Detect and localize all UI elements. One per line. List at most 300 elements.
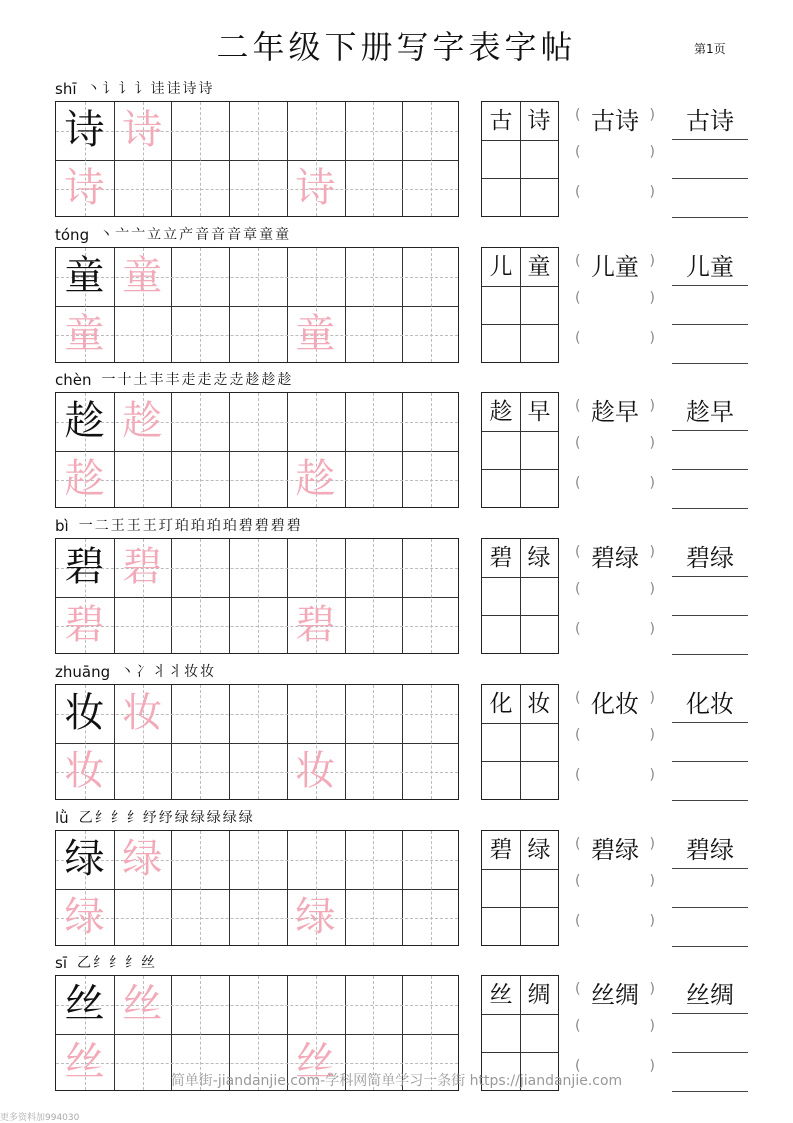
guide-line bbox=[200, 831, 201, 945]
answer-parentheses[interactable] bbox=[575, 544, 655, 564]
word-box bbox=[481, 538, 559, 654]
stroke-order-step: 亠 bbox=[115, 226, 130, 243]
footer-note: 更多资料加994030 bbox=[0, 1113, 80, 1123]
grid-line bbox=[482, 761, 558, 762]
stroke-order-step: 讠 bbox=[102, 81, 117, 97]
answer-parentheses[interactable] bbox=[575, 330, 655, 350]
stroke-order-step: 十 bbox=[117, 372, 132, 389]
stroke-order-step: 音 bbox=[211, 226, 226, 243]
practice-grid bbox=[55, 101, 459, 217]
stroke-order-step: 讠 bbox=[118, 81, 133, 97]
parenthesis-column bbox=[575, 830, 655, 946]
grid-line bbox=[229, 393, 230, 507]
answer-parentheses[interactable] bbox=[575, 913, 655, 933]
grid-line bbox=[482, 324, 558, 325]
writing-lines bbox=[672, 684, 748, 800]
trace-character: 绿 bbox=[122, 835, 163, 882]
answer-parentheses[interactable] bbox=[575, 398, 655, 418]
stroke-order-step: 丰 bbox=[165, 372, 180, 389]
trace-character: 趁 bbox=[122, 398, 163, 445]
parenthesis-column bbox=[575, 247, 655, 363]
open-paren: ( bbox=[575, 252, 581, 269]
grid-line bbox=[482, 140, 558, 141]
stroke-order-step: 赱 bbox=[213, 372, 228, 389]
stroke-order-step: 绿 bbox=[222, 809, 237, 826]
example-word: 古诗 bbox=[686, 107, 734, 135]
word-box bbox=[481, 101, 559, 217]
answer-parentheses[interactable] bbox=[575, 727, 655, 747]
grid-line bbox=[482, 286, 558, 287]
example-word: 儿童 bbox=[591, 252, 639, 281]
open-paren: ( bbox=[575, 544, 581, 561]
grid-line bbox=[345, 539, 346, 653]
stroke-order-step: 王 bbox=[142, 518, 157, 535]
close-paren: ) bbox=[649, 981, 655, 998]
grid-line bbox=[171, 831, 172, 945]
example-word: 碧绿 bbox=[591, 835, 639, 864]
writing-lines bbox=[672, 392, 748, 508]
trace-character: 丝 bbox=[64, 1039, 105, 1086]
answer-parentheses[interactable] bbox=[575, 981, 655, 1001]
model-character: 丝 bbox=[64, 981, 105, 1028]
trace-character: 诗 bbox=[64, 165, 105, 211]
stroke-order-step: 纟 bbox=[108, 955, 123, 972]
stroke-order-step: 走 bbox=[181, 372, 196, 389]
grid-line bbox=[402, 685, 403, 799]
guide-line bbox=[373, 393, 374, 507]
word-box bbox=[481, 684, 559, 800]
stroke-order-step: 土 bbox=[133, 372, 148, 389]
stroke-order-step: 产 bbox=[179, 226, 194, 243]
close-paren: ) bbox=[649, 144, 655, 160]
writing-line[interactable] bbox=[672, 178, 748, 179]
grid-line bbox=[402, 539, 403, 653]
guide-line bbox=[431, 685, 432, 799]
model-character: 趁 bbox=[64, 398, 105, 445]
watermark-text: 简单街-jiandanjie.com-学科网简单学习一条街 https://jiandanjie.com bbox=[170, 1073, 623, 1089]
word-character: 碧 bbox=[489, 545, 513, 572]
example-word: 化妆 bbox=[686, 689, 734, 718]
example-word: 趁早 bbox=[686, 398, 734, 427]
stroke-order-step: 诖 bbox=[166, 81, 181, 97]
grid-line bbox=[171, 393, 172, 507]
writing-line[interactable] bbox=[672, 324, 748, 325]
open-paren: ( bbox=[575, 689, 581, 706]
open-paren: ( bbox=[575, 1018, 581, 1035]
open-paren: ( bbox=[575, 581, 581, 598]
trace-character: 趁 bbox=[64, 456, 105, 503]
close-paren: ) bbox=[649, 766, 655, 783]
writing-line[interactable] bbox=[672, 469, 748, 470]
stroke-order-step: 纾 bbox=[158, 809, 173, 826]
writing-line[interactable] bbox=[672, 1091, 748, 1092]
answer-parentheses[interactable] bbox=[575, 767, 655, 787]
guide-line bbox=[258, 831, 259, 945]
answer-parentheses[interactable] bbox=[575, 475, 655, 495]
close-paren: ) bbox=[649, 726, 655, 743]
pinyin-label: tóng bbox=[55, 225, 90, 244]
answer-parentheses[interactable] bbox=[575, 107, 655, 127]
guide-line bbox=[431, 248, 432, 362]
word-box bbox=[481, 392, 559, 508]
grid-line bbox=[402, 102, 403, 216]
stroke-order-step: 诗 bbox=[182, 81, 197, 97]
writing-line[interactable] bbox=[672, 946, 748, 947]
example-word: 碧绿 bbox=[591, 544, 639, 573]
trace-character: 丝 bbox=[295, 1039, 336, 1086]
stroke-order-step: 音 bbox=[195, 226, 210, 243]
character-section bbox=[0, 515, 793, 661]
model-character: 童 bbox=[64, 252, 105, 299]
writing-line[interactable] bbox=[672, 217, 748, 218]
close-paren: ) bbox=[649, 544, 655, 561]
open-paren: ( bbox=[575, 329, 581, 346]
stroke-order-step: 立 bbox=[163, 226, 178, 243]
example-word: 趁早 bbox=[591, 398, 639, 427]
page-number: 第1页 bbox=[694, 42, 726, 56]
guide-line bbox=[56, 918, 458, 919]
stroke-order-step: 绿 bbox=[174, 809, 189, 826]
close-paren: ) bbox=[649, 289, 655, 306]
stroke-order-step: 章 bbox=[243, 226, 258, 243]
writing-line[interactable] bbox=[672, 430, 748, 431]
stroke-order-step: 音 bbox=[227, 226, 242, 243]
close-paren: ) bbox=[649, 252, 655, 269]
model-character: 碧 bbox=[64, 544, 105, 591]
stroke-order-step: 趁 bbox=[261, 372, 276, 389]
writing-line[interactable] bbox=[672, 907, 748, 908]
parenthesis-column bbox=[575, 101, 655, 217]
grid-line bbox=[482, 178, 558, 179]
trace-character: 趁 bbox=[295, 456, 336, 503]
writing-lines bbox=[672, 247, 748, 363]
stroke-order-step: 赱 bbox=[229, 372, 244, 389]
stroke-order-step: 纾 bbox=[142, 809, 157, 826]
stroke-order-step: 纟 bbox=[124, 955, 139, 972]
grid-line bbox=[229, 102, 230, 216]
grid-line bbox=[402, 831, 403, 945]
character-section bbox=[0, 661, 793, 807]
stroke-order-step: 亠 bbox=[131, 226, 146, 243]
stroke-order-step: 绿 bbox=[238, 809, 253, 826]
word-character: 童 bbox=[527, 253, 551, 280]
pinyin-label: sī bbox=[55, 954, 67, 973]
trace-character: 诗 bbox=[122, 107, 163, 153]
stroke-order-step: 诖 bbox=[150, 81, 165, 97]
practice-grid bbox=[55, 684, 459, 800]
stroke-order-step: 乙 bbox=[76, 955, 91, 972]
stroke-order-step: 王 bbox=[126, 518, 141, 535]
grid-line bbox=[482, 1052, 558, 1053]
parenthesis-column bbox=[575, 538, 655, 654]
word-character: 绸 bbox=[527, 982, 551, 1009]
stroke-order-step: 丶 bbox=[120, 663, 135, 680]
close-paren: ) bbox=[649, 107, 655, 123]
stroke-order-step: 妆 bbox=[200, 663, 215, 680]
stroke-order-step: 玎 bbox=[158, 518, 173, 535]
character-section bbox=[0, 807, 793, 953]
trace-character: 碧 bbox=[122, 544, 163, 591]
grid-line bbox=[56, 451, 458, 452]
trace-character: 妆 bbox=[295, 747, 336, 794]
stroke-order-step: 丶 bbox=[86, 81, 101, 97]
answer-parentheses[interactable] bbox=[575, 1018, 655, 1038]
trace-character: 童 bbox=[122, 252, 163, 299]
open-paren: ( bbox=[575, 1058, 581, 1075]
writing-line[interactable] bbox=[672, 1013, 748, 1014]
stroke-order-step: 珀 bbox=[174, 518, 189, 535]
writing-line[interactable] bbox=[672, 654, 748, 655]
pinyin-row bbox=[55, 952, 157, 972]
pinyin-row bbox=[55, 78, 215, 98]
grid-line bbox=[482, 615, 558, 616]
character-section bbox=[0, 78, 793, 224]
guide-line bbox=[56, 626, 458, 627]
word-character: 化 bbox=[489, 690, 513, 717]
practice-grid bbox=[55, 538, 459, 654]
word-character: 儿 bbox=[489, 253, 513, 280]
word-box bbox=[481, 247, 559, 363]
stroke-order-step: 立 bbox=[147, 226, 162, 243]
trace-character: 诗 bbox=[295, 165, 336, 211]
close-paren: ) bbox=[649, 475, 655, 492]
grid-line bbox=[229, 685, 230, 799]
model-character: 绿 bbox=[64, 835, 105, 882]
close-paren: ) bbox=[649, 329, 655, 346]
guide-line bbox=[373, 248, 374, 362]
word-character: 早 bbox=[527, 399, 551, 426]
stroke-order-step: 妆 bbox=[184, 663, 199, 680]
word-character: 绿 bbox=[527, 545, 551, 572]
guide-line bbox=[373, 102, 374, 216]
character-section bbox=[0, 369, 793, 515]
guide-line bbox=[56, 772, 458, 773]
answer-parentheses[interactable] bbox=[575, 253, 655, 273]
grid-line bbox=[345, 393, 346, 507]
example-word: 儿童 bbox=[686, 252, 734, 281]
close-paren: ) bbox=[649, 689, 655, 706]
stroke-order-step: 纟 bbox=[92, 955, 107, 972]
stroke-order-step: 乙 bbox=[78, 809, 93, 826]
trace-character: 碧 bbox=[295, 602, 336, 649]
grid-line bbox=[56, 160, 458, 161]
writing-lines bbox=[672, 538, 748, 654]
word-character: 古 bbox=[489, 108, 513, 134]
grid-line bbox=[345, 102, 346, 216]
stroke-order-step: 碧 bbox=[286, 518, 301, 535]
guide-line bbox=[56, 1063, 458, 1064]
guide-line bbox=[56, 189, 458, 190]
stroke-order-step: 诗 bbox=[198, 81, 213, 97]
open-paren: ( bbox=[575, 621, 581, 638]
example-word: 碧绿 bbox=[686, 544, 734, 573]
grid-line bbox=[482, 907, 558, 908]
answer-parentheses[interactable] bbox=[575, 621, 655, 641]
practice-grid bbox=[55, 247, 459, 363]
guide-line bbox=[373, 539, 374, 653]
pinyin-label: zhuāng bbox=[55, 662, 111, 681]
pinyin-label: chèn bbox=[55, 371, 92, 390]
model-character: 妆 bbox=[64, 689, 105, 736]
open-paren: ( bbox=[575, 398, 581, 415]
pinyin-row bbox=[55, 515, 303, 535]
grid-line bbox=[345, 831, 346, 945]
stroke-order-step: 珀 bbox=[222, 518, 237, 535]
stroke-order-step: 纟 bbox=[110, 809, 125, 826]
stroke-order-step: 趁 bbox=[245, 372, 260, 389]
grid-line bbox=[229, 539, 230, 653]
pinyin-label: bì bbox=[55, 517, 69, 536]
example-word: 丝绸 bbox=[591, 981, 639, 1010]
answer-parentheses[interactable] bbox=[575, 690, 655, 710]
stroke-order-step: 绿 bbox=[206, 809, 221, 826]
guide-line bbox=[258, 248, 259, 362]
guide-line bbox=[258, 102, 259, 216]
open-paren: ( bbox=[575, 184, 581, 200]
guide-line bbox=[258, 685, 259, 799]
close-paren: ) bbox=[649, 621, 655, 638]
stroke-order-step: 冫 bbox=[136, 663, 151, 680]
guide-line bbox=[258, 393, 259, 507]
guide-line bbox=[373, 831, 374, 945]
stroke-order-step: 碧 bbox=[254, 518, 269, 535]
answer-parentheses[interactable] bbox=[575, 873, 655, 893]
writing-line[interactable] bbox=[672, 722, 748, 723]
answer-parentheses[interactable] bbox=[575, 836, 655, 856]
writing-line[interactable] bbox=[672, 508, 748, 509]
word-character: 绿 bbox=[527, 836, 551, 863]
grid-line bbox=[482, 577, 558, 578]
close-paren: ) bbox=[649, 1018, 655, 1035]
writing-lines bbox=[672, 101, 748, 217]
grid-line bbox=[402, 248, 403, 362]
pinyin-label: lǜ bbox=[55, 808, 69, 827]
grid-line bbox=[229, 248, 230, 362]
character-section bbox=[0, 224, 793, 370]
close-paren: ) bbox=[649, 1058, 655, 1075]
trace-character: 丝 bbox=[122, 981, 163, 1028]
answer-parentheses[interactable] bbox=[575, 184, 655, 204]
close-paren: ) bbox=[649, 581, 655, 598]
stroke-order-step: 纟 bbox=[126, 809, 141, 826]
stroke-order-step: 珀 bbox=[190, 518, 205, 535]
trace-character: 童 bbox=[64, 310, 105, 357]
writing-line[interactable] bbox=[672, 1052, 748, 1053]
guide-line bbox=[200, 102, 201, 216]
open-paren: ( bbox=[575, 726, 581, 743]
writing-line[interactable] bbox=[672, 868, 748, 869]
writing-line[interactable] bbox=[672, 285, 748, 286]
close-paren: ) bbox=[649, 398, 655, 415]
example-word: 化妆 bbox=[591, 689, 639, 718]
parenthesis-column bbox=[575, 684, 655, 800]
grid-line bbox=[482, 1014, 558, 1015]
open-paren: ( bbox=[575, 912, 581, 929]
grid-line bbox=[56, 1034, 458, 1035]
stroke-order-step: 丬 bbox=[152, 663, 167, 680]
answer-parentheses[interactable] bbox=[575, 435, 655, 455]
guide-line bbox=[431, 831, 432, 945]
stroke-order-step: 丰 bbox=[149, 372, 164, 389]
trace-character: 绿 bbox=[64, 893, 105, 940]
pinyin-row bbox=[55, 661, 216, 681]
guide-line bbox=[431, 102, 432, 216]
guide-line bbox=[56, 335, 458, 336]
open-paren: ( bbox=[575, 981, 581, 998]
stroke-order-step: 绿 bbox=[190, 809, 205, 826]
stroke-order-step: 纟 bbox=[94, 809, 109, 826]
word-character: 丝 bbox=[489, 982, 513, 1009]
writing-line[interactable] bbox=[672, 800, 748, 801]
trace-character: 童 bbox=[295, 310, 336, 357]
stroke-order-step: 一 bbox=[78, 518, 93, 535]
word-character: 妆 bbox=[527, 690, 551, 717]
writing-lines bbox=[672, 830, 748, 946]
close-paren: ) bbox=[649, 872, 655, 889]
stroke-order-step: 讠 bbox=[134, 81, 149, 97]
grid-line bbox=[482, 723, 558, 724]
open-paren: ( bbox=[575, 872, 581, 889]
pinyin-row bbox=[55, 224, 291, 244]
grid-line bbox=[345, 685, 346, 799]
word-character: 诗 bbox=[527, 108, 551, 134]
grid-line bbox=[229, 831, 230, 945]
open-paren: ( bbox=[575, 144, 581, 160]
stroke-order-step: 趁 bbox=[277, 372, 292, 389]
stroke-order-step: 走 bbox=[197, 372, 212, 389]
guide-line bbox=[200, 393, 201, 507]
stroke-order-step: 童 bbox=[259, 226, 274, 243]
stroke-order-step: 丬 bbox=[168, 663, 183, 680]
answer-parentheses[interactable] bbox=[575, 581, 655, 601]
example-word: 丝绸 bbox=[686, 981, 734, 1010]
guide-line bbox=[200, 539, 201, 653]
writing-line[interactable] bbox=[672, 761, 748, 762]
guide-line bbox=[373, 685, 374, 799]
stroke-order-step: 王 bbox=[110, 518, 125, 535]
trace-character: 碧 bbox=[64, 602, 105, 649]
stroke-order-step: 珀 bbox=[206, 518, 221, 535]
grid-line bbox=[482, 469, 558, 470]
model-character: 诗 bbox=[64, 107, 105, 153]
writing-line[interactable] bbox=[672, 615, 748, 616]
guide-line bbox=[431, 539, 432, 653]
guide-line bbox=[258, 539, 259, 653]
writing-line[interactable] bbox=[672, 363, 748, 364]
close-paren: ) bbox=[649, 184, 655, 200]
answer-parentheses[interactable] bbox=[575, 144, 655, 164]
stroke-order-step: 丝 bbox=[140, 955, 155, 972]
pinyin-row bbox=[55, 807, 255, 827]
grid-line bbox=[482, 869, 558, 870]
writing-line[interactable] bbox=[672, 139, 748, 140]
grid-line bbox=[171, 248, 172, 362]
close-paren: ) bbox=[649, 835, 655, 852]
open-paren: ( bbox=[575, 289, 581, 306]
trace-character: 妆 bbox=[64, 747, 105, 794]
trace-character: 绿 bbox=[295, 893, 336, 940]
grid-line bbox=[171, 539, 172, 653]
stroke-order-step: 一 bbox=[101, 372, 116, 389]
pinyin-label: shī bbox=[55, 80, 77, 98]
page-title: 二年级下册写字表字帖 bbox=[216, 28, 577, 66]
answer-parentheses[interactable] bbox=[575, 290, 655, 310]
guide-line bbox=[56, 480, 458, 481]
stroke-order-step: 丶 bbox=[99, 226, 114, 243]
example-word: 古诗 bbox=[591, 107, 639, 135]
writing-line[interactable] bbox=[672, 576, 748, 577]
guide-line bbox=[200, 248, 201, 362]
